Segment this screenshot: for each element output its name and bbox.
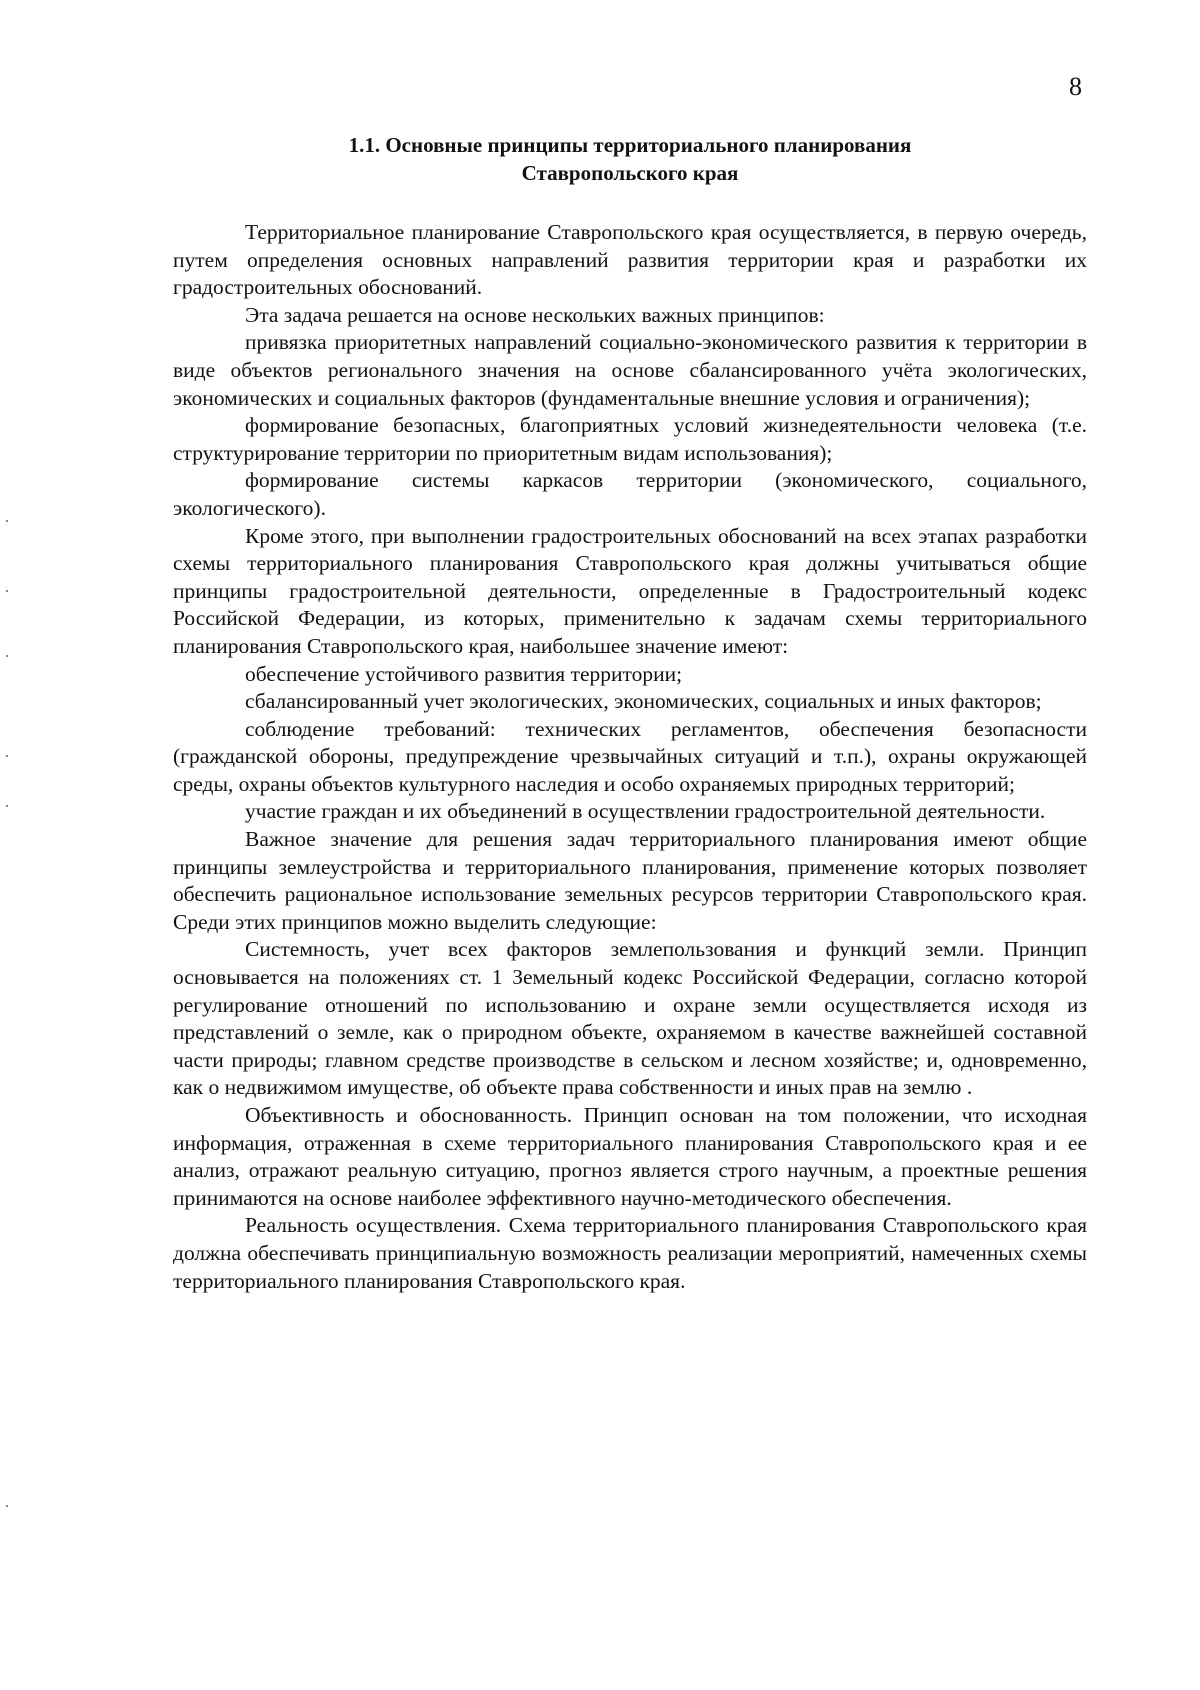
- margin-mark: [6, 520, 8, 522]
- paragraph: Важное значение для решения задач территориального планирования имеют общие принципы землеустройства и территориального планирования, применение которых позволяет обеспечить рациональное использование земельных ресурсов территории Ставропольского края. Среди этих принципов можно выделить следующие:: [173, 827, 1087, 934]
- paragraph: Системность, учет всех факторов землепользования и функций земли. Принцип основывается на положениях ст. 1 Земельный кодекс Российской Федерации, согласно которой регулирование отношений по использованию и охране земли осуществляется исходя из представлений о земле, как о природном объекте, охраняемом в качестве важнейшей составной части природы; главном средстве производстве в сельском и лесном хозяйстве; и, одновременно, как о недвижимом имуществе, об объекте права собственности и иных прав на землю .: [173, 937, 1087, 1100]
- body-text: [173, 219, 1087, 1295]
- margin-mark: [6, 590, 8, 592]
- section-heading-line-2: Ставропольского края: [521, 161, 739, 185]
- section-heading: [170, 131, 1090, 187]
- paragraph: формирование системы каркасов территории (экономического, социального, экологического).: [173, 468, 1087, 520]
- paragraph: обеспечение устойчивого развития территории;: [245, 661, 683, 686]
- paragraph: Эта задача решается на основе нескольких важных принципов:: [245, 302, 825, 327]
- margin-mark: [6, 805, 8, 807]
- paragraph: сбалансированный учет экологических, экономических, социальных и иных факторов;: [245, 689, 1042, 714]
- margin-mark: [6, 1505, 8, 1507]
- paragraph: Объективность и обоснованность. Принцип основан на том положении, что исходная информация, отраженная в схеме территориального планирования Ставропольского края и ее анализ, отражают реальную ситуацию, прогноз является строго научным, а проектные решения принимаются на основе наиболее эффективного научно-методического обеспечения.: [173, 1103, 1087, 1210]
- paragraph: участие граждан и их объединений в осуществлении градостроительной деятельности.: [245, 799, 1046, 824]
- paragraph: формирование безопасных, благоприятных условий жизнедеятельности человека (т.е. структурирование территории по приоритетным видам использования);: [173, 413, 1087, 465]
- page-number: 8: [1069, 72, 1082, 101]
- paragraph: Кроме этого, при выполнении градостроительных обоснований на всех этапах разработки схемы территориального планирования Ставропольского края должны учитываться общие принципы градостроительной деятельности, определенные в Градостроительный кодекс Российской Федерации, из которых, применительно к задачам схемы территориального планирования Ставропольского края, наибольшее значение имеют:: [173, 523, 1087, 658]
- scan-margin-marks: [0, 0, 20, 1690]
- paragraph: Территориальное планирование Ставропольского края осуществляется, в первую очередь, путем определения основных направлений развития территории края и разработки их градостроительных обоснований.: [173, 220, 1087, 300]
- section-heading-line-1: 1.1. Основные принципы территориального планирования: [348, 133, 912, 157]
- paragraph: соблюдение требований: технических регламентов, обеспечения безопасности (гражданской обороны, предупреждение чрезвычайных ситуаций и т.п.), охраны окружающей среды, охраны объектов культурного наследия и особо охраняемых природных территорий;: [173, 716, 1087, 796]
- margin-mark: [6, 655, 8, 657]
- paragraph: привязка приоритетных направлений социально-экономического развития к территории в виде объектов регионального значения на основе сбалансированного учёта экологических, экономических и социальных факторов (фундаментальные внешние условия и ограничения);: [173, 330, 1087, 410]
- paragraph: Реальность осуществления. Схема территориального планирования Ставропольского края должна обеспечивать принципиальную возможность реализации мероприятий, намеченных схемы территориального планирования Ставропольского края.: [173, 1213, 1087, 1293]
- margin-mark: [6, 755, 8, 757]
